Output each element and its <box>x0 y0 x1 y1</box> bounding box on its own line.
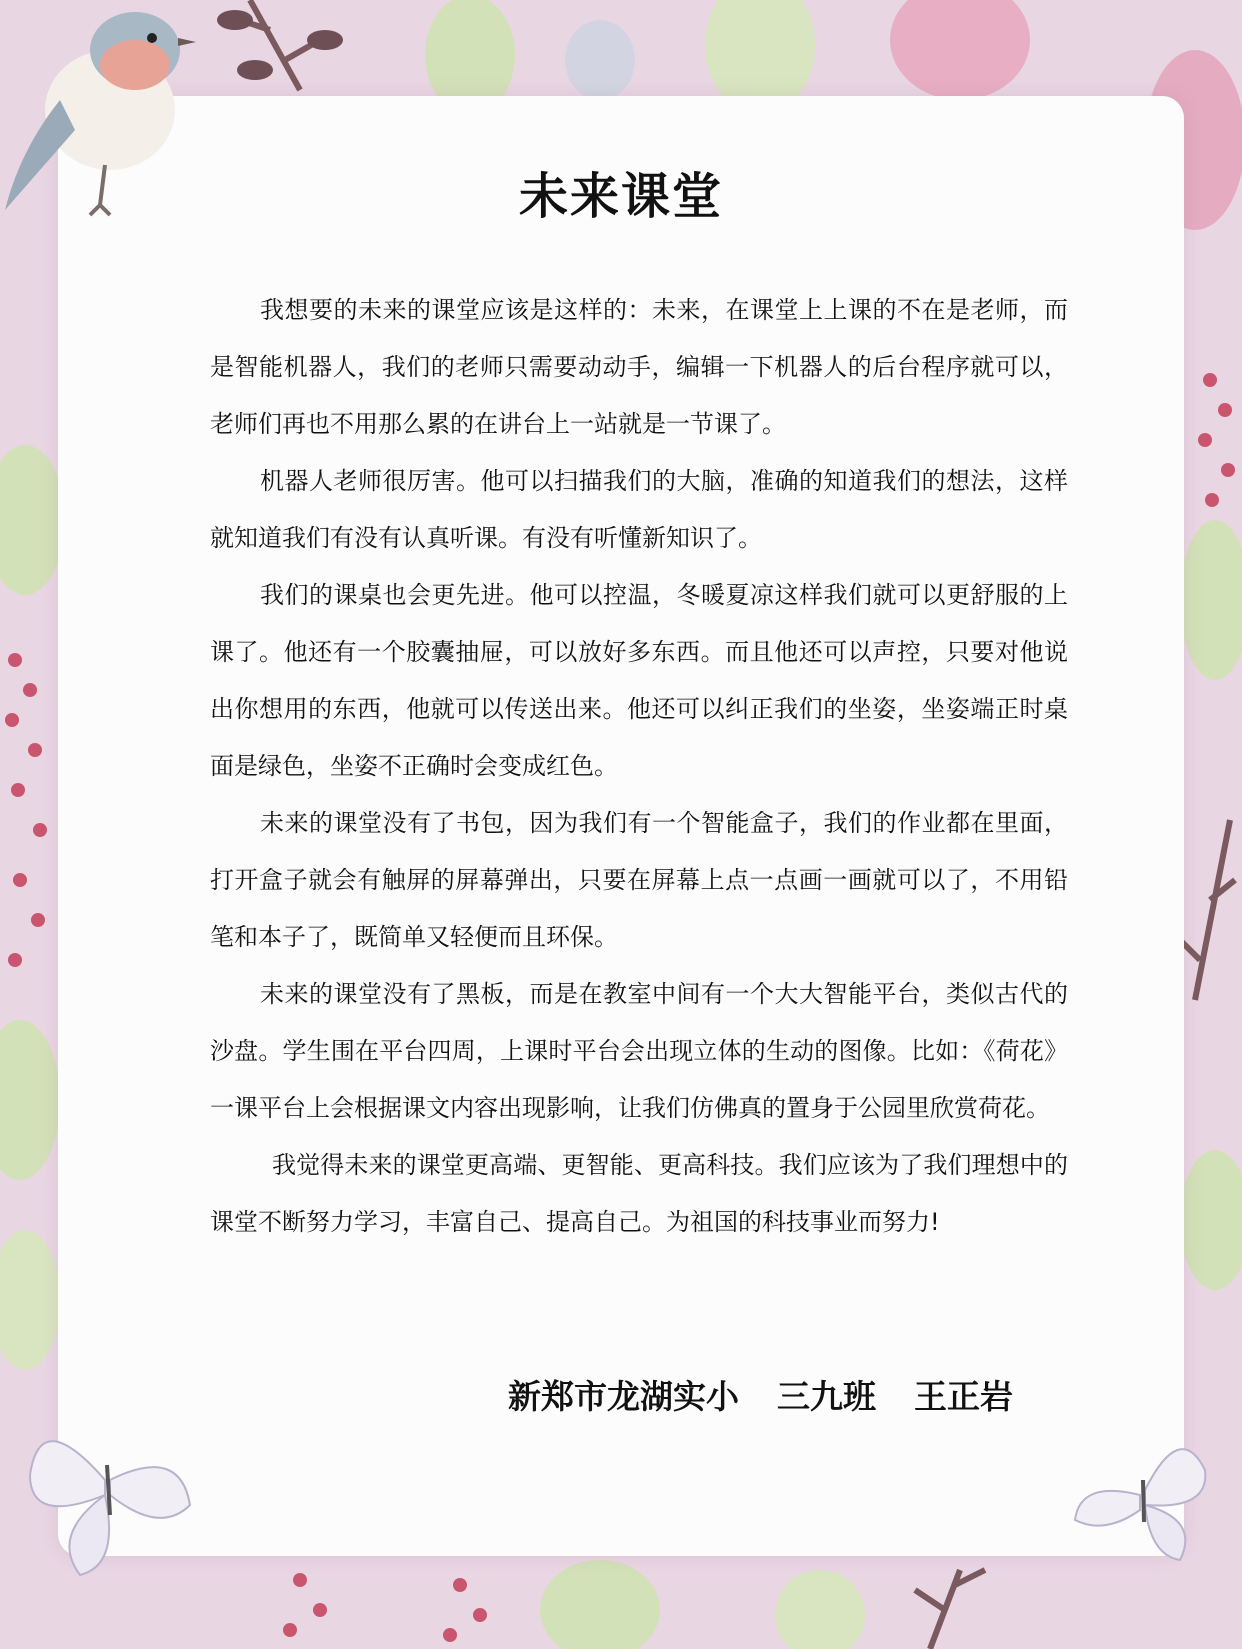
signature-school: 新郑市龙湖实小 <box>508 1377 739 1416</box>
leaf-right-2 <box>1180 1150 1242 1290</box>
berry-branch-bottom <box>283 1573 487 1642</box>
twig-right <box>1180 820 1235 1000</box>
twig-bottom <box>915 1570 985 1649</box>
letter-title: 未来课堂 <box>518 168 723 225</box>
berry-branch-left <box>5 653 47 967</box>
signature <box>508 1371 1108 1418</box>
leaf-bottom-1 <box>540 1560 660 1649</box>
leaf-bottom-2 <box>775 1570 865 1649</box>
letter-body <box>210 282 1068 1251</box>
butterfly-illustration-right <box>1060 1410 1230 1580</box>
paragraph-6: 我觉得未来的课堂更高端、更智能、更高科技。我们应该为了我们理想中的课堂不断努力学习，丰富自己、提高自己。为祖国的科技事业而努力! <box>210 1151 1068 1236</box>
paragraph-4: 未来的课堂没有了书包，因为我们有一个智能盒子，我们的作业都在里面，打开盒子就会有触屏的屏幕弹出，只要在屏幕上点一点画一画就可以了，不用铅笔和本子了，既简单又轻便而且环保。 <box>210 809 1068 951</box>
signature-class: 三九班 <box>777 1377 876 1416</box>
leaf-left-2 <box>0 1020 60 1180</box>
leaf-left-3 <box>0 1230 60 1370</box>
leaf-top-5 <box>565 20 635 100</box>
leaf-right-1 <box>1180 520 1242 680</box>
leaf-top-3 <box>890 0 1030 100</box>
paragraph-2: 机器人老师很厉害。他可以扫描我们的大脑，准确的知道我们的想法，这样就知道我们有没有认真听课。有没有听懂新知识了。 <box>210 467 1068 552</box>
paragraph-3: 我们的课桌也会更先进。他可以控温，冬暖夏凉这样我们就可以更舒服的上课了。他还有一个胶囊抽屉，可以放好多东西。而且他还可以声控，只要对他说出你想用的东西，他就可以传送出来。他还可以纠正我们的坐姿，坐姿端正时桌面是绿色，坐姿不正确时会变成红色。 <box>210 581 1068 780</box>
leaf-left-1 <box>0 445 65 595</box>
paragraph-1: 我想要的未来的课堂应该是这样的：未来，在课堂上上课的不在是老师，而是智能机器人，我们的老师只需要动动手，编辑一下机器人的后台程序就可以，老师们再也不用那么累的在讲台上一站就是一节课了。 <box>210 296 1068 438</box>
paragraph-5: 未来的课堂没有了黑板，而是在教室中间有一个大大智能平台，类似古代的沙盘。学生围在平台四周，上课时平台会出现立体的生动的图像。比如：《荷花》一课平台上会根据课文内容出现影响，让我们仿佛真的置身于公园里欣赏荷花。 <box>210 980 1068 1122</box>
berry-branch-right <box>1198 373 1235 507</box>
butterfly-illustration-left <box>10 1385 210 1585</box>
signature-name: 王正岩 <box>914 1377 1013 1416</box>
